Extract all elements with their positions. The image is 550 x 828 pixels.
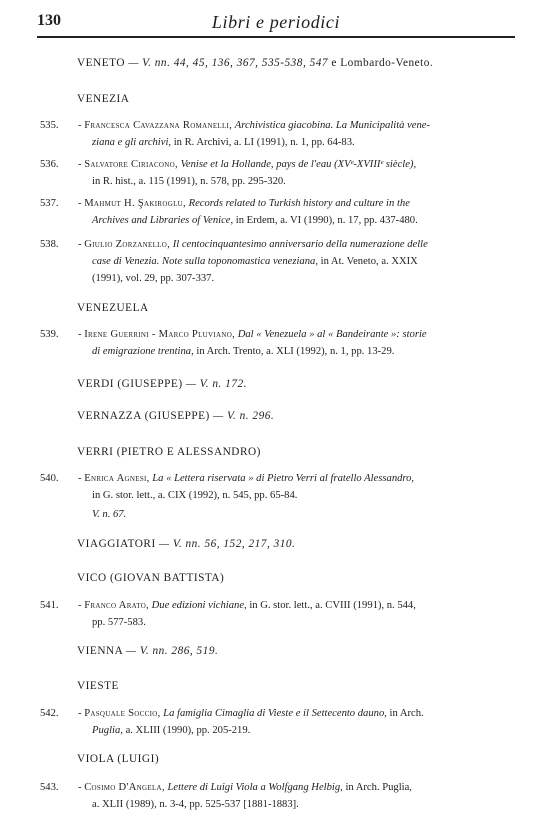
entry-line: - Mahmut H. Şakiroglu, Records related to Turkish history and culture in the <box>78 198 410 209</box>
heading-vico <box>77 572 224 584</box>
entry-line: - Pasquale Soccio, La famiglia Cimaglia di Vieste e il Settecento dauno, in Arch. <box>78 708 424 719</box>
entry-line <box>92 343 394 360</box>
cross-reference: — V. nn. 44, 45, 136, 367, 535-538, 547 <box>128 57 329 69</box>
entry-citation: in Arch. <box>389 708 424 719</box>
entry-number: 541. <box>40 600 59 611</box>
entry-author: Mahmut H. Şakiroglu, <box>84 198 186 209</box>
heading-name: VERRI (PIETRO E ALESSANDRO) <box>77 446 261 458</box>
entry-line <box>92 722 250 739</box>
heading-name: VICO (GIOVAN BATTISTA) <box>77 572 225 584</box>
entry-number: 539. <box>40 329 59 340</box>
entry-author: Salvatore Ciriacono, <box>84 159 178 170</box>
entry-title: case di Venezia. Note sulla toponomastica veneziana, <box>92 256 318 267</box>
header-rule <box>37 36 515 38</box>
entry-author: Francesca Cavazzana Romanelli, <box>84 120 233 131</box>
entry-line: - Franco Arato, Due edizioni vichiane, in G. stor. lett., a. CVIII (1991), n. 544, <box>78 600 416 611</box>
heading-name: VIAGGIATORI <box>77 538 156 550</box>
entry-title: ziana e gli archivi, <box>92 137 172 148</box>
heading-vernazza <box>77 410 274 422</box>
entry-author: Enrica Agnesi, <box>84 473 150 484</box>
entry-title: Archives and Libraries of Venice, <box>92 215 234 226</box>
entry-citation: pp. 577-583. <box>92 617 146 628</box>
entry-author: Giulio Zorzanello, <box>84 239 171 250</box>
cross-reference: — V. nn. 56, 152, 217, 310. <box>159 538 296 550</box>
cross-reference: — V. nn. 286, 519. <box>126 645 219 657</box>
entry-title: La « Lettera riservata » di Pietro Verri al fratello Alessandro, <box>152 473 415 484</box>
entry-citation: a. XLII (1989), n. 3-4, pp. 525-537 [1881-1883]. <box>92 799 299 810</box>
entry-citation: in G. stor. lett., a. CVIII (1991), n. 544, <box>249 600 416 611</box>
entry-number: 538. <box>40 239 59 250</box>
entry-citation: (1991), vol. 29, pp. 307-337. <box>92 273 215 284</box>
heading-name: VERDI (GIUSEPPE) <box>77 378 183 390</box>
entry-author: Cosimo D'Angela, <box>84 782 165 793</box>
entry-citation: in Arch. Trento, a. XLI (1992), n. 1, pp. 13-29. <box>196 346 395 357</box>
heading-venezuela <box>77 302 149 314</box>
entry-author: Irene Guerrini - Marco Pluviano, <box>84 329 236 340</box>
heading-venezia <box>77 93 129 105</box>
heading-name: VIESTE <box>77 680 119 692</box>
cross-reference: V. n. 67. <box>92 509 127 520</box>
entry-citation: a. XLIII (1990), pp. 205-219. <box>125 725 251 736</box>
entry-citation: in R. hist., a. 115 (1991), n. 578, pp. 295-320. <box>92 176 286 187</box>
entry-title: Archivistica giacobina. La Municipalità vene- <box>234 120 431 131</box>
entry-citation: in Erdem, a. VI (1990), n. 17, pp. 437-480. <box>235 215 418 226</box>
entry-number: 536. <box>40 159 59 170</box>
entry-number: 537. <box>40 198 59 209</box>
page-header <box>37 12 515 38</box>
heading-name: VIENNA <box>77 645 123 657</box>
heading-name: VIOLA (LUIGI) <box>77 753 160 765</box>
entry-line: - Giulio Zorzanello, Il centocinquantesimo anniversario della numerazione delle <box>78 239 428 250</box>
entry-citation: in R. Archivi, a. LI (1991), n. 1, pp. 64-83. <box>173 137 355 148</box>
page-number: 130 <box>37 12 61 29</box>
running-title: Libri e periodici <box>211 12 341 32</box>
heading-viola <box>77 753 159 765</box>
entry-title: Venise et la Hollande, pays de l'eau (XVᵉ-XVIIIᵉ siècle), <box>180 159 417 170</box>
entry-title: di emigrazione trentina, <box>92 346 194 357</box>
heading-verri <box>77 446 261 458</box>
heading-name: VERNAZZA (GIUSEPPE) <box>77 410 210 422</box>
entry-line: - Salvatore Ciriacono, Venise et la Hollande, pays de l'eau (XVᵉ-XVIIIᵉ siècle), <box>78 159 417 170</box>
entry-title: Records related to Turkish history and culture in the <box>188 198 410 209</box>
heading-name: VENEZUELA <box>77 302 149 314</box>
entry-citation: in Arch. Puglia, <box>345 782 412 793</box>
entry-line <box>92 253 418 270</box>
entry-title: Puglia, <box>92 725 123 736</box>
heading-name: VENEZIA <box>77 93 130 105</box>
entry-title: Dal « Venezuela » al « Bandeirante »: storie <box>237 329 427 340</box>
entry-number: 535. <box>40 120 59 131</box>
heading-verdi <box>77 378 247 390</box>
entry-line: - Cosimo D'Angela, Lettere di Luigi Viola a Wolfgang Helbig, in Arch. Puglia, <box>78 782 412 793</box>
entry-citation: in G. stor. lett., a. CIX (1992), n. 545, pp. 65-84. <box>92 490 298 501</box>
heading-name: VENETO <box>77 57 125 69</box>
cross-reference: — V. n. 172. <box>185 378 247 390</box>
entry-line <box>92 134 355 151</box>
heading-viaggiatori <box>77 538 295 550</box>
cross-reference: — V. n. 296. <box>213 410 275 422</box>
entry-title: Il centocinquantesimo anniversario della numerazione delle <box>172 239 428 250</box>
entry-line: - Irene Guerrini - Marco Pluviano, Dal « Venezuela » al « Bandeirante »: storie <box>78 329 427 340</box>
heading-veneto <box>77 57 433 69</box>
entry-author: Franco Arato, <box>84 600 149 611</box>
entry-citation: in At. Veneto, a. XXIX <box>320 256 418 267</box>
heading-vieste <box>77 680 119 692</box>
entry-line: - Enrica Agnesi, La « Lettera riservata » di Pietro Verri al fratello Alessandro, <box>78 473 415 484</box>
entry-title: Lettere di Luigi Viola a Wolfgang Helbig, <box>167 782 343 793</box>
entry-line <box>92 212 418 229</box>
heading-tail: e Lombardo-Veneto. <box>331 57 434 69</box>
entry-author: Pasquale Soccio, <box>84 708 161 719</box>
entry-line: - Francesca Cavazzana Romanelli, Archivistica giacobina. La Municipalità vene- <box>78 120 431 131</box>
entry-title: Due edizioni vichiane, <box>151 600 247 611</box>
entry-number: 540. <box>40 473 59 484</box>
entry-number: 542. <box>40 708 59 719</box>
entry-title: La famiglia Cimaglia di Vieste e il Settecento dauno, <box>163 708 387 719</box>
entry-number: 543. <box>40 782 59 793</box>
heading-vienna <box>77 645 218 657</box>
